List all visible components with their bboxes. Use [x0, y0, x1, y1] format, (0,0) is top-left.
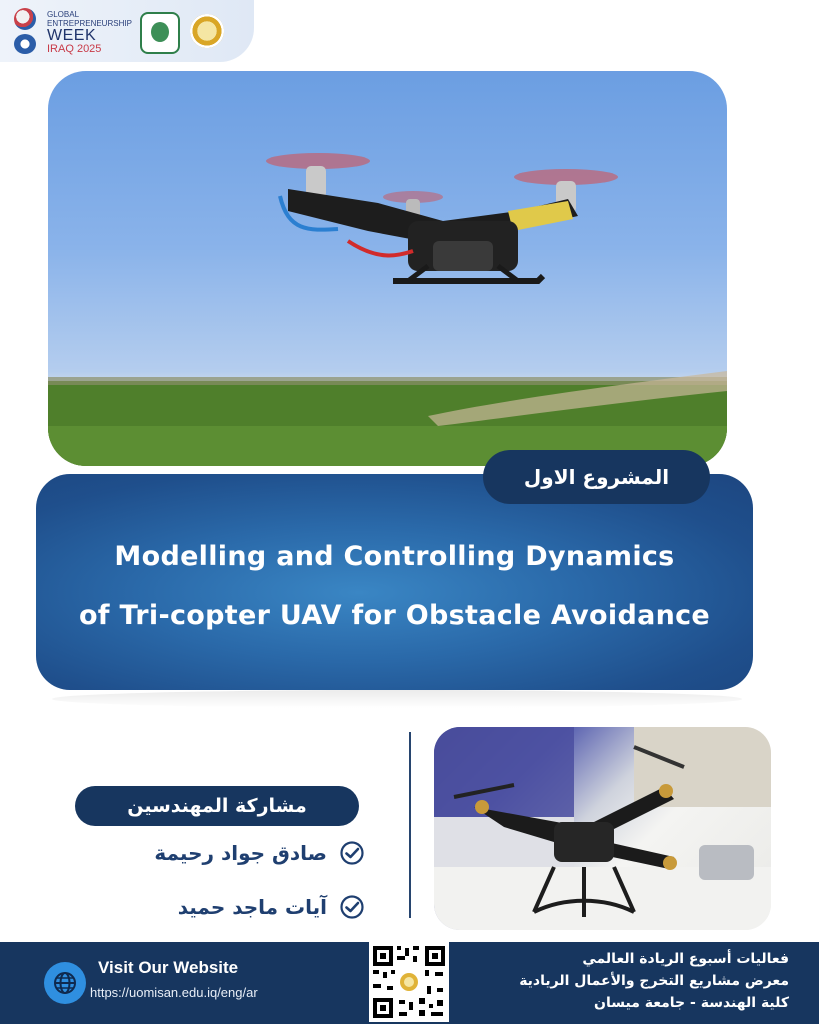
header-logo-band: [0, 0, 254, 62]
tricopter-flying-illustration: [48, 71, 727, 466]
engineer-item: [120, 836, 365, 870]
gew-iraq-icon: [14, 34, 36, 54]
gew-logo-line-2: ENTREPRENEURSHIP: [47, 19, 132, 28]
engineers-label: مشاركة المهندسين: [75, 786, 359, 826]
engineer-name: صادق جواد رحيمة: [154, 841, 327, 865]
university-seal-logo: [140, 12, 180, 54]
engineer-item: [120, 890, 365, 924]
project-number-badge: المشروع الاول: [483, 450, 710, 504]
project-title-card: [36, 474, 753, 690]
college-seal-logo: [190, 14, 224, 48]
project-title-line-1: Modelling and Controlling Dynamics: [114, 541, 675, 572]
website-url-link[interactable]: https://uomisan.edu.iq/eng/ar: [90, 985, 258, 1000]
engineer-name: آيات ماجد حميد: [177, 895, 327, 919]
check-circle-icon: [339, 840, 365, 866]
qr-code-pattern: [369, 942, 449, 1022]
tricopter-exhibit-illustration: [434, 727, 771, 930]
globe-icon[interactable]: [44, 962, 86, 1004]
footer-event-line: فعاليات أسبوع الريادة العالمي: [582, 951, 789, 967]
footer-exhibition-line: معرض مشاريع التخرج والأعمال الريادية: [519, 973, 789, 989]
project-title-line-2: of Tri-copter UAV for Obstacle Avoidance: [78, 600, 711, 631]
gew-globe-icon: [14, 8, 36, 30]
visit-website-label: Visit Our Website: [98, 958, 239, 977]
title-card-shadow: [52, 690, 742, 708]
gew-logo-line-3: WEEK: [47, 27, 97, 44]
globe-glyph-icon: [52, 970, 78, 996]
gew-logo-line-1: GLOBAL: [47, 10, 80, 19]
footer-college-line: كلية الهندسة - جامعة ميسان: [594, 995, 789, 1011]
gew-logo-line-4: IRAQ 2025: [47, 43, 102, 55]
check-circle-icon: [339, 894, 365, 920]
section-divider: [409, 732, 411, 918]
hero-drone-photo: [48, 71, 727, 466]
qr-code-icon[interactable]: [369, 942, 449, 1022]
exhibit-drone-photo: [434, 727, 771, 930]
